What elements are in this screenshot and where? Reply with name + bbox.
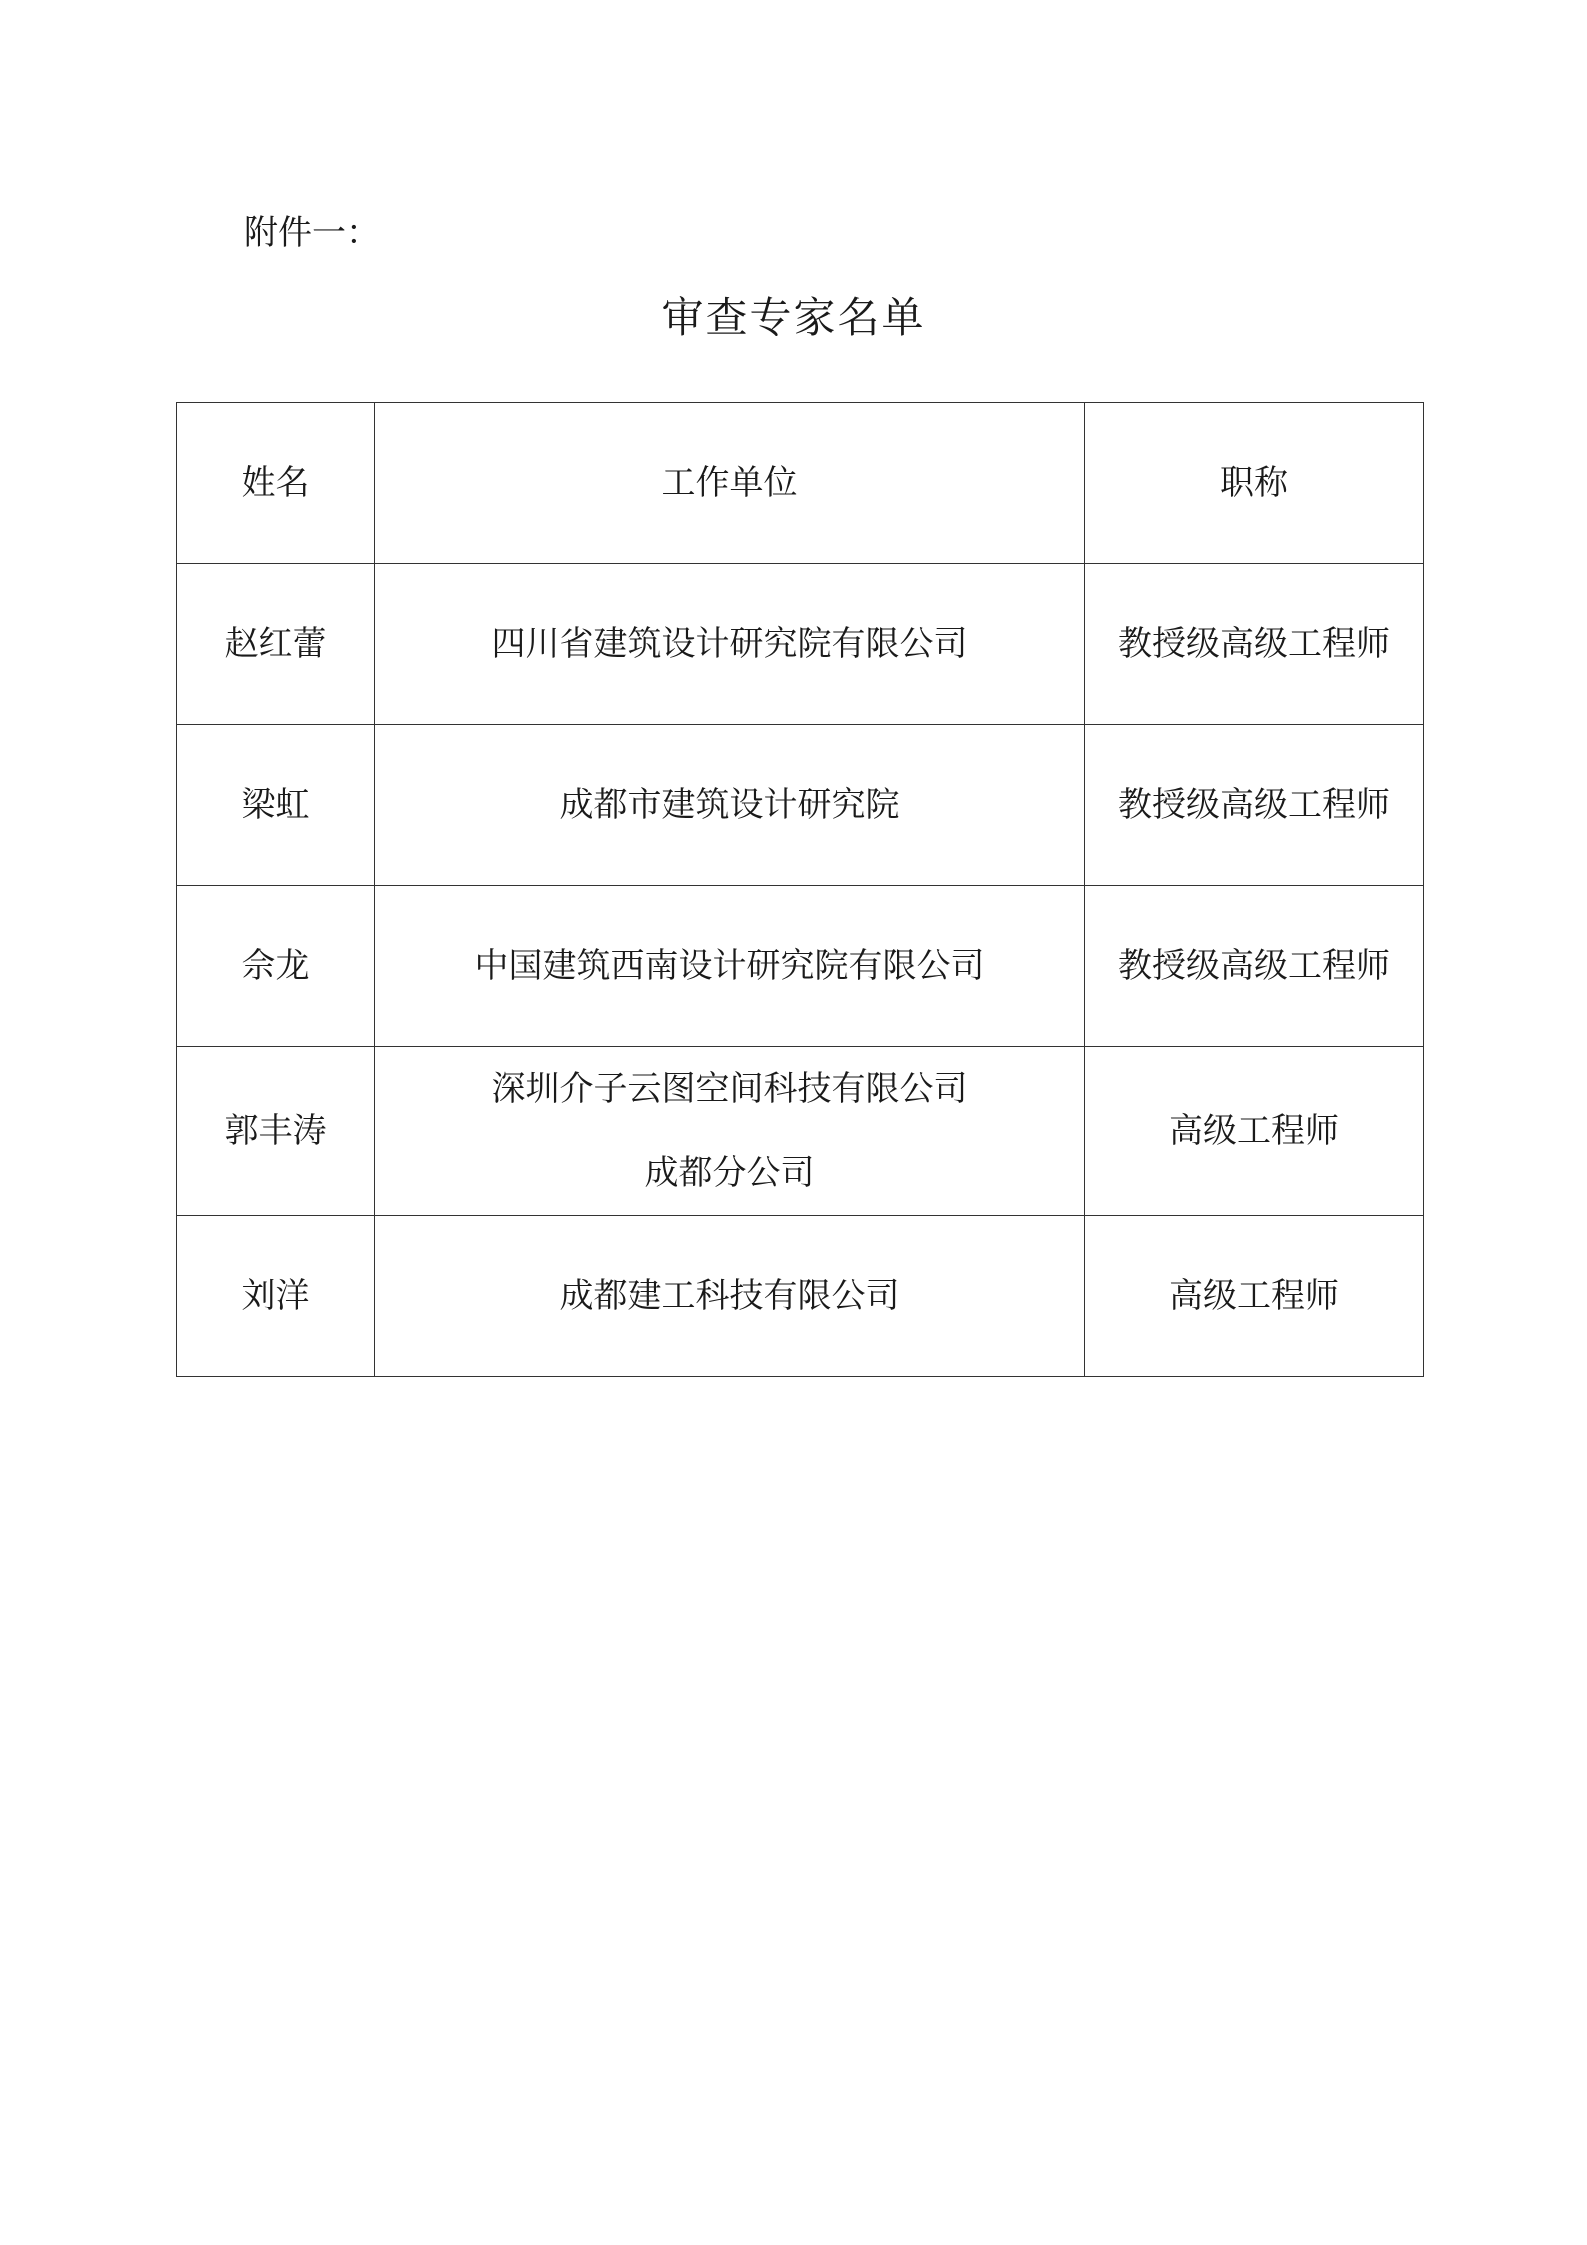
expert-organization: [375, 564, 1085, 725]
organization-line: 成都建工科技有限公司: [559, 1276, 900, 1316]
header-organization: 工作单位: [375, 403, 1085, 564]
expert-organization: [375, 1047, 1085, 1216]
table-row: [177, 725, 1424, 886]
expert-name: 佘龙: [177, 886, 375, 1047]
organization-line: 中国建筑西南设计研究院有限公司: [474, 946, 985, 986]
expert-name: 刘洋: [177, 1216, 375, 1377]
expert-professional-title: 教授级高级工程师: [1085, 564, 1424, 725]
table-row: [177, 1047, 1424, 1216]
expert-professional-title: 教授级高级工程师: [1085, 886, 1424, 1047]
header-name: 姓名: [177, 403, 375, 564]
expert-organization: [375, 1216, 1085, 1377]
table-header-row: [177, 403, 1424, 564]
table-row: [177, 886, 1424, 1047]
expert-name: 郭丰涛: [177, 1047, 375, 1216]
expert-list-table: [176, 402, 1424, 1377]
expert-professional-title: 教授级高级工程师: [1085, 725, 1424, 886]
expert-name: 梁虹: [177, 725, 375, 886]
organization-line: 成都分公司: [644, 1153, 815, 1193]
expert-professional-title: 高级工程师: [1085, 1047, 1424, 1216]
table-row: [177, 564, 1424, 725]
page-title: 审查专家名单: [661, 293, 926, 342]
expert-organization: [375, 725, 1085, 886]
header-professional-title: 职称: [1085, 403, 1424, 564]
expert-organization: [375, 886, 1085, 1047]
organization-line: 四川省建筑设计研究院有限公司: [491, 624, 968, 664]
expert-professional-title: 高级工程师: [1085, 1216, 1424, 1377]
attachment-label: 附件一：: [244, 213, 380, 253]
organization-line: 成都市建筑设计研究院: [559, 785, 900, 825]
table-row: [177, 1216, 1424, 1377]
expert-name: 赵红蕾: [177, 564, 375, 725]
organization-line: 深圳介子云图空间科技有限公司: [491, 1069, 968, 1109]
